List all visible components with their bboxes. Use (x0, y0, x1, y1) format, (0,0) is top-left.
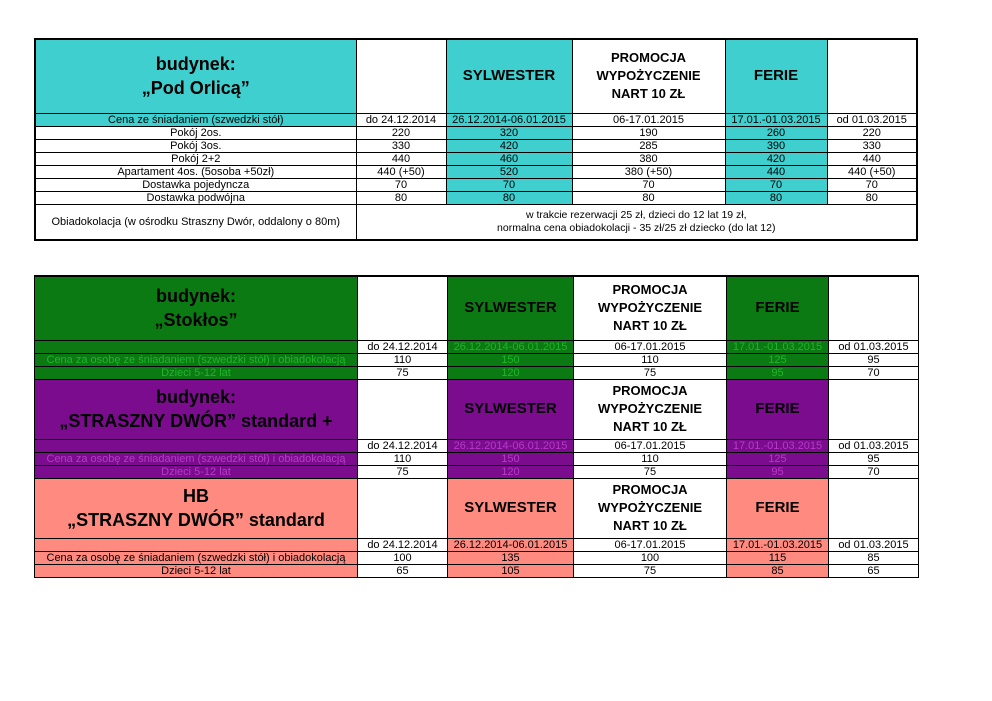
table-row (35, 191, 917, 204)
building-title: budynek: „STRASZNY DWÓR” standard + (35, 379, 358, 439)
price-cell: 105 (448, 564, 574, 577)
header-sylwester: SYLWESTER (448, 276, 574, 340)
table-row (35, 178, 917, 191)
period-cell: od 01.03.2015 (829, 340, 919, 353)
price-cell: 70 (725, 178, 827, 191)
table-row (35, 564, 919, 577)
period-cell: 17.01.-01.03.2015 (727, 538, 829, 551)
period-cell: do 24.12.2014 (358, 538, 448, 551)
row-label: Pokój 3os. (35, 139, 356, 152)
header-promocja: PROMOCJA WYPOŻYCZENIE NART 10 ZŁ (574, 276, 727, 340)
period-cell: 17.01.-01.03.2015 (727, 439, 829, 452)
price-cell: 320 (446, 126, 572, 139)
price-cell: 70 (356, 178, 446, 191)
price-cell: 125 (727, 452, 829, 465)
price-cell: 285 (572, 139, 725, 152)
table-row (35, 139, 917, 152)
period-cell: 17.01.-01.03.2015 (725, 113, 827, 126)
price-cell: 80 (725, 191, 827, 204)
header-sylwester: SYLWESTER (448, 478, 574, 538)
period-cell: 26.12.2014-06.01.2015 (448, 439, 574, 452)
price-cell: 65 (358, 564, 448, 577)
price-cell: 390 (725, 139, 827, 152)
building-title: HB „STRASZNY DWÓR” standard (35, 478, 358, 538)
period-cell: 06-17.01.2015 (574, 538, 727, 551)
table-row (35, 452, 919, 465)
row-label: Pokój 2+2 (35, 152, 356, 165)
price-cell: 440 (356, 152, 446, 165)
price-cell: 440 (+50) (827, 165, 917, 178)
period-cell: 26.12.2014-06.01.2015 (446, 113, 572, 126)
price-cell: 110 (358, 353, 448, 366)
price-cell: 380 (+50) (572, 165, 725, 178)
header-promocja: PROMOCJA WYPOŻYCZENIE NART 10 ZŁ (574, 379, 727, 439)
price-cell: 520 (446, 165, 572, 178)
price-cell: 80 (446, 191, 572, 204)
price-cell: 330 (356, 139, 446, 152)
price-cell: 110 (574, 353, 727, 366)
table-row (35, 465, 919, 478)
price-cell: 330 (827, 139, 917, 152)
building-title: budynek: „Pod Orlicą” (35, 39, 356, 113)
period-cell: 06-17.01.2015 (574, 340, 727, 353)
dinner-label: Obiadokolacja (w ośrodku Straszny Dwór, oddalony o 80m) (35, 204, 356, 240)
price-cell: 95 (829, 353, 919, 366)
price-cell: 70 (829, 366, 919, 379)
price-cell: 460 (446, 152, 572, 165)
row-label: Cena za osobę ze śniadaniem (szwedzki stół) i obiadokolacją (35, 353, 358, 366)
price-cell: 75 (574, 465, 727, 478)
building-title: budynek: „Stokłos” (35, 276, 358, 340)
period-cell: do 24.12.2014 (358, 340, 448, 353)
header-ferie: FERIE (727, 276, 829, 340)
header-ferie: FERIE (727, 478, 829, 538)
header-sylwester: SYLWESTER (448, 379, 574, 439)
price-cell: 150 (448, 452, 574, 465)
period-cell: od 01.03.2015 (829, 439, 919, 452)
period-cell: do 24.12.2014 (358, 439, 448, 452)
price-cell: 70 (829, 465, 919, 478)
price-cell: 440 (725, 165, 827, 178)
table-row (35, 152, 917, 165)
buildings-price-table (34, 275, 919, 578)
price-cell: 80 (356, 191, 446, 204)
price-cell: 70 (827, 178, 917, 191)
price-cell: 100 (574, 551, 727, 564)
price-cell: 135 (448, 551, 574, 564)
period-cell: 06-17.01.2015 (574, 439, 727, 452)
price-cell: 95 (829, 452, 919, 465)
period-cell: od 01.03.2015 (829, 538, 919, 551)
period-cell: 26.12.2014-06.01.2015 (448, 340, 574, 353)
row-label: Cena ze śniadaniem (szwedzki stół) (35, 113, 356, 126)
row-label: Dostawka pojedyncza (35, 178, 356, 191)
price-cell: 120 (448, 465, 574, 478)
header-ferie: FERIE (727, 379, 829, 439)
price-cell: 95 (727, 465, 829, 478)
price-cell: 70 (446, 178, 572, 191)
row-label: Dzieci 5-12 lat (35, 564, 358, 577)
period-cell: 17.01.-01.03.2015 (727, 340, 829, 353)
price-cell: 110 (574, 452, 727, 465)
header-ferie: FERIE (725, 39, 827, 113)
price-cell: 75 (574, 564, 727, 577)
price-cell: 80 (827, 191, 917, 204)
row-label: Dzieci 5-12 lat (35, 366, 358, 379)
table-row (35, 551, 919, 564)
period-cell: od 01.03.2015 (827, 113, 917, 126)
price-cell: 75 (574, 366, 727, 379)
price-cell: 260 (725, 126, 827, 139)
table-row (35, 165, 917, 178)
pod-orlica-price-table (34, 38, 918, 241)
row-label: Cena za osobę ze śniadaniem (szwedzki stół) i obiadokolacją (35, 452, 358, 465)
header-promocja: PROMOCJA WYPOŻYCZENIE NART 10 ZŁ (572, 39, 725, 113)
header-sylwester: SYLWESTER (446, 39, 572, 113)
price-cell: 115 (727, 551, 829, 564)
dinner-note: w trakcie rezerwacji 25 zł, dzieci do 12 lat 19 zł, normalna cena obiadokolacji - 35 zł/25 zł dziecko (do lat 12) (356, 204, 917, 240)
price-cell: 110 (358, 452, 448, 465)
period-cell: 26.12.2014-06.01.2015 (448, 538, 574, 551)
price-cell: 150 (448, 353, 574, 366)
price-cell: 75 (358, 465, 448, 478)
period-cell: 06-17.01.2015 (572, 113, 725, 126)
period-cell: do 24.12.2014 (356, 113, 446, 126)
row-label: Dostawka podwójna (35, 191, 356, 204)
price-cell: 85 (829, 551, 919, 564)
row-label: Apartament 4os. (5osoba +50zł) (35, 165, 356, 178)
price-cell: 75 (358, 366, 448, 379)
row-label: Dzieci 5-12 lat (35, 465, 358, 478)
header-promocja: PROMOCJA WYPOŻYCZENIE NART 10 ZŁ (574, 478, 727, 538)
price-cell: 85 (727, 564, 829, 577)
price-cell: 420 (725, 152, 827, 165)
price-cell: 440 (827, 152, 917, 165)
price-cell: 380 (572, 152, 725, 165)
price-cell: 125 (727, 353, 829, 366)
price-cell: 120 (448, 366, 574, 379)
price-cell: 100 (358, 551, 448, 564)
price-cell: 420 (446, 139, 572, 152)
price-cell: 190 (572, 126, 725, 139)
price-cell: 220 (827, 126, 917, 139)
row-label: Cena za osobę ze śniadaniem (szwedzki stół) i obiadokolacją (35, 551, 358, 564)
row-label: Pokój 2os. (35, 126, 356, 139)
price-cell: 80 (572, 191, 725, 204)
price-cell: 65 (829, 564, 919, 577)
table-row (35, 353, 919, 366)
price-cell: 70 (572, 178, 725, 191)
price-cell: 440 (+50) (356, 165, 446, 178)
table-row (35, 126, 917, 139)
price-cell: 95 (727, 366, 829, 379)
table-row (35, 366, 919, 379)
price-cell: 220 (356, 126, 446, 139)
